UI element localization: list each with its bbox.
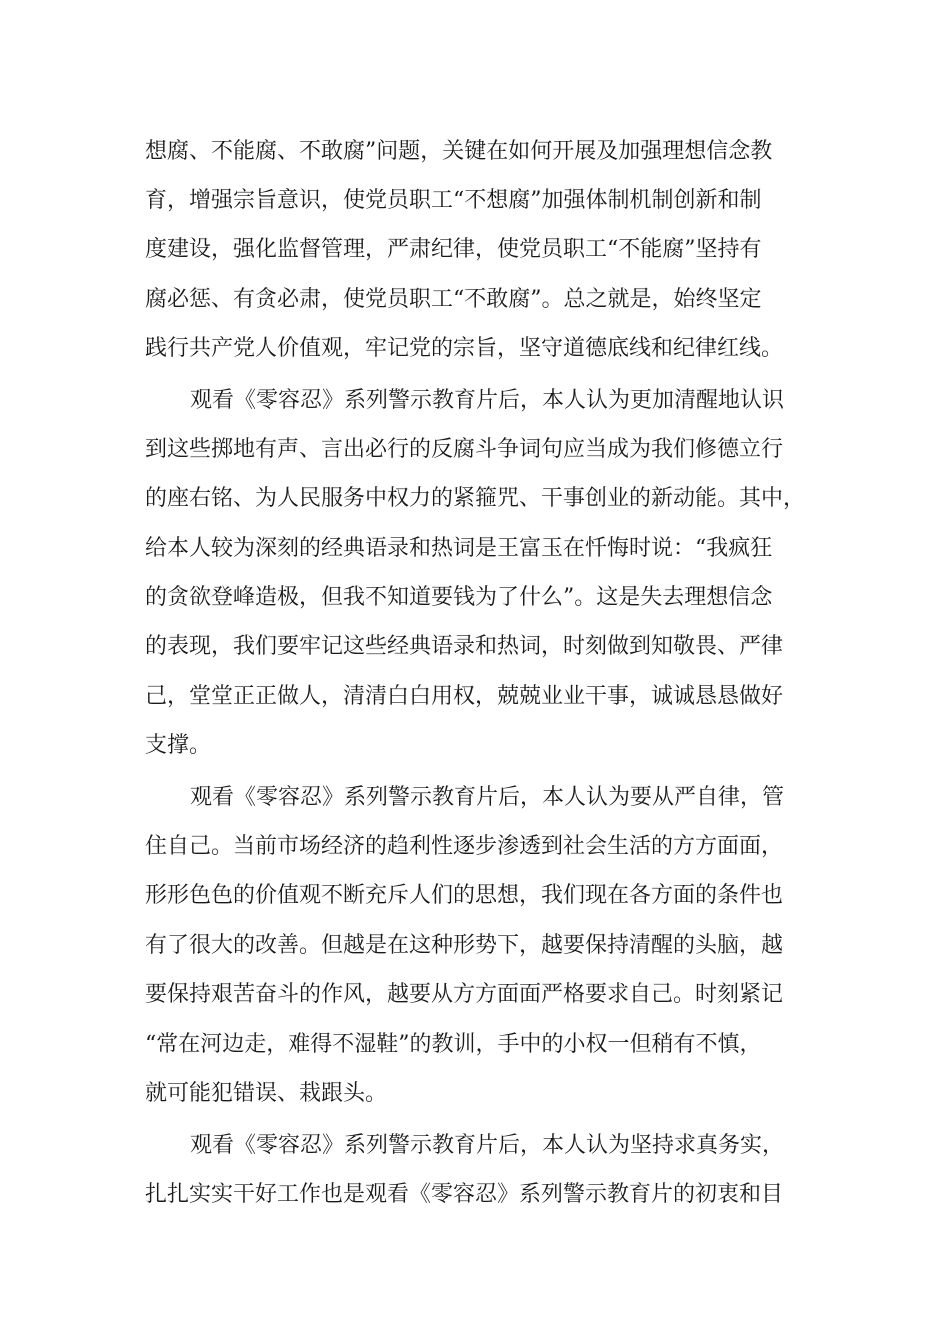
text-line: 扎扎实实干好工作也是观看《零容忍》系列警示教育片的初衷和目 [145, 1182, 784, 1207]
text-line: 支撑。 [145, 733, 212, 758]
text-line: 要保持艰苦奋斗的作风，越要从方方面面严格要求自己。时刻紧记 [145, 982, 784, 1007]
text-line: “常在河边走，难得不湿鞋”的教训，手中的小权一但稍有不慎， [145, 1032, 762, 1057]
text-line: 践行共产党人价值观，牢记党的宗旨，坚守道德底线和纪律红线。 [145, 336, 784, 361]
text-line: 腐必惩、有贪必肃，使党员职工“不敢腐”。总之就是，始终坚定 [145, 287, 762, 312]
paragraph-first-line: 观看《零容忍》系列警示教育片后，本人认为要从严自律，管 [190, 785, 785, 810]
text-line: 己，堂堂正正做人，清清白白用权，兢兢业业干事，诚诚恳恳做好 [145, 684, 784, 709]
text-line: 到这些掷地有声、言出必行的反腐斗争词句应当成为我们修德立行 [145, 437, 784, 462]
text-line: 度建设，强化监督管理，严肃纪律，使党员职工“不能腐”坚持有 [145, 237, 762, 262]
text-line: 给本人较为深刻的经典语录和热词是王富玉在忏悔时说：“我疯狂 [145, 536, 773, 561]
text-line: 想腐、不能腐、不敢腐”问题，关键在如何开展及加强理想信念教 [145, 139, 773, 164]
text-line: 有了很大的改善。但越是在这种形势下，越要保持清醒的头脑，越 [145, 933, 784, 958]
text-line: 育，增强宗旨意识，使党员职工“不想腐”加强体制机制创新和制 [145, 188, 762, 213]
text-line: 住自己。当前市场经济的趋利性逐步渗透到社会生活的方方面面， [145, 834, 784, 859]
text-line: 形形色色的价值观不断充斥人们的思想，我们现在各方面的条件也 [145, 883, 784, 908]
text-line: 的贪欲登峰造极，但我不知道要钱为了什么”。这是失去理想信念 [145, 585, 773, 610]
paragraph-first-line: 观看《零容忍》系列警示教育片后，本人认为更加清醒地认识 [190, 388, 785, 413]
text-line: 的表现，我们要牢记这些经典语录和热词，时刻做到知敬畏、严律 [145, 634, 784, 659]
paragraph-first-line: 观看《零容忍》系列警示教育片后，本人认为坚持求真务实， [190, 1133, 785, 1158]
text-line: 就可能犯错误、栽跟头。 [145, 1081, 388, 1106]
text-line: 的座右铭、为人民服务中权力的紧箍咒、干事创业的新动能。其中， [145, 486, 806, 511]
